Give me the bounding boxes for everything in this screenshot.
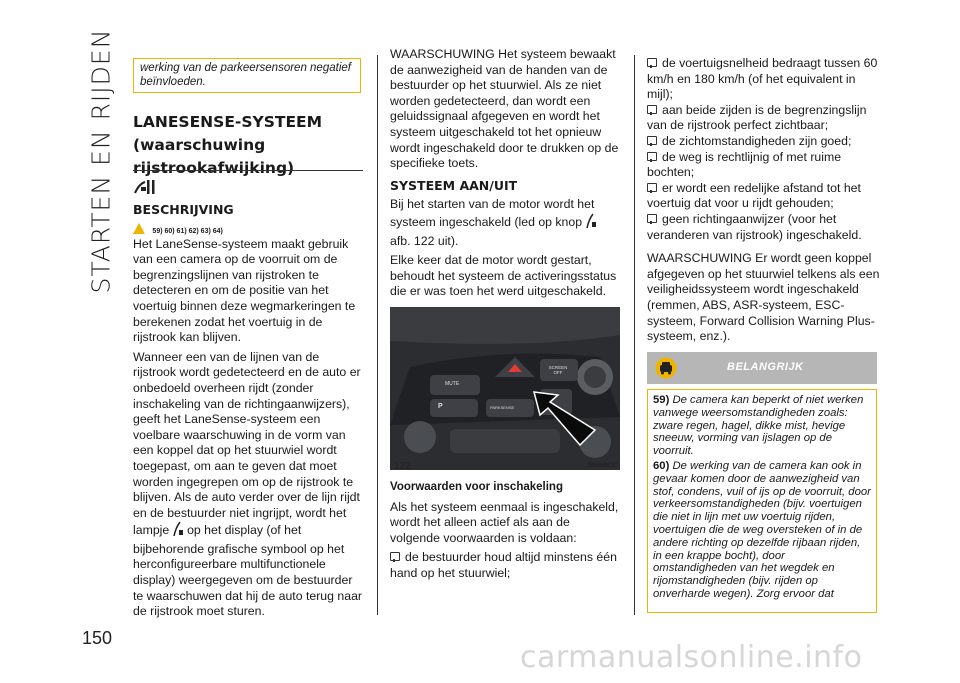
- chapter-title: STARTEN EN RIJDEN: [86, 28, 116, 293]
- paragraph-figure-ref: afb. 122 uit).: [390, 233, 459, 248]
- watermark: carmanualsonline.info: [520, 640, 863, 675]
- refs-row: [133, 222, 365, 234]
- warning-59: 59) De camera kan beperkt of niet werken vanwege weersomstandigheden zoals: zware regen, hagel, dikke mist, hevige sneeuw, vorming van ijslagen op de voorruit.: [653, 394, 864, 458]
- checkbox-bullet-icon: [647, 214, 657, 223]
- important-banner: [647, 352, 877, 384]
- warning-triangle-icon: [133, 223, 145, 234]
- column-3: [647, 56, 881, 349]
- checkbox-bullet-icon: [647, 183, 657, 192]
- paragraph-2: Wanneer een van de lijnen van de rijstrook wordt gedetecteerd en de auto er onbedoeld overheen rijdt (zonder inschakeling van de richtingaanwijzers), geeft het LaneSense-systeem een voelbare waarschuwing in de vorm van een koppel dat op het stuurwiel wordt toegepast, om aan te geven dat moet worden ingegrepen om op de rijstrook te blijven. Als de auto verder over de lijn rijdt en de bestuurder niet ingrijpt, wordt het lampje op het display (of het bijbehorende grafische symbool op het herconfigureerbare multifunctionele display) weergegeven om de bestuurder te waarschuwen dat hij de auto terug naar de rijstrook moet sturen.: [133, 349, 363, 619]
- condition-bullet-5: de weg is rechtlijnig of met ruime bochten;: [647, 149, 842, 180]
- page-number: 150: [82, 628, 113, 648]
- banner-label: BELANGRIJK: [727, 361, 804, 373]
- lane-warning-lamp-icon: [173, 521, 184, 542]
- warning-60: 60) De werking van de camera kan ook in gevaar komen door de aanwezigheid van stof, condens, vuil of ijs op de voorruit, door verkeersomstandigheden (bijv. voertuigen die niet in lijn met uw voertuig rijden, voertuigen die de weg oversteken of in de andere richting op dezelfde rijbaan rijden, in een krappe bocht), door omstandigheden van het wegdek en rijomstandigheden (bijv. rijden op onverharde wegen). Zorg ervoor dat: [653, 459, 871, 600]
- condition-bullet-1: de bestuurder houd altijd minstens één hand op het stuurwiel;: [390, 550, 617, 580]
- column-divider-2: [634, 55, 635, 615]
- note-box: werking van de parkeersensoren negatief beïnvloeden.: [133, 58, 361, 93]
- important-warnings-box: [647, 389, 877, 613]
- column-2-bottom: [390, 480, 622, 586]
- dashboard-photo: [390, 307, 620, 470]
- condition-bullet-4: de zichtomstandigheden zijn goed;: [647, 134, 881, 150]
- heading-line-1: LANESENSE-SYSTEEM: [133, 113, 323, 131]
- figure-number: 122: [394, 461, 411, 472]
- paragraph-on-off: Bij het starten van de motor wordt het systeem ingeschakeld (led op knop: [390, 197, 622, 233]
- condition-bullet-3: aan beide zijden is de begrenzingslijn van de rijstrook perfect zichtbaar;: [647, 102, 867, 133]
- column-2-top: [390, 47, 622, 304]
- warning-paragraph-2: WAARSCHUWING Er wordt geen koppel afgegeven op het stuurwiel telkens als een veiligheidssysteem wordt ingeschakeld (remmen, ABS, ASR-systeem, ESC-systeem, Forward Collision Warning Plus-systeem, enz.).: [647, 251, 880, 344]
- screen-off-button-label: SCREEN OFF: [548, 365, 568, 375]
- checkbox-bullet-icon: [647, 58, 657, 67]
- checkbox-bullet-icon: [647, 152, 657, 161]
- parksense-button-label: PARKSENSE: [490, 405, 515, 410]
- lane-sense-icon: [133, 178, 365, 198]
- heading-line-2: (waarschuwing: [133, 136, 266, 154]
- car-warning-icon: [655, 357, 677, 379]
- subheading-beschrijving: BESCHRIJVING: [133, 202, 234, 217]
- warning-references: 59) 60) 61) 62) 63) 64): [152, 227, 223, 235]
- heading-divider: [133, 170, 363, 171]
- condition-bullet-6: er wordt een redelijke afstand tot het voertuig dat voor u rijdt gehouden;: [647, 180, 861, 211]
- column-1: [133, 178, 365, 624]
- subheading-systeem-aan-uit: SYSTEEM AAN/UIT: [390, 177, 518, 193]
- mute-button-label: MUTE: [445, 381, 460, 387]
- figure-code: J0A0953C: [586, 462, 618, 469]
- figure-caption: Voorwaarden voor inschakeling: [390, 481, 563, 493]
- paragraph-1: Het LaneSense-systeem maakt gebruik van een camera op de voorruit om de begrenzingslijnen van rijstroken te detecteren en om de positie van het voertuig binnen deze wegmarkeringen te berekenen zodat het voertuig in de rijstrook kan blijven.: [133, 236, 356, 345]
- checkbox-bullet-icon: [390, 552, 400, 561]
- section-heading: [133, 113, 365, 182]
- condition-bullet-7: geen richtingaanwijzer (voor het veranderen van rijstrook) ingeschakeld.: [647, 211, 862, 242]
- paragraph-activation-state: Elke keer dat de motor wordt gestart, behoudt het systeem de activeringsstatus die er was toen het werd uitgeschakeld.: [390, 253, 617, 299]
- p-button-label: P: [438, 403, 443, 410]
- heading-line-3: rijstrookafwijking): [133, 159, 295, 177]
- paragraph-conditions-intro: Als het systeem eenmaal is ingeschakeld, wordt het alleen actief als aan de volgende voorwaarden is voldaan:: [390, 499, 619, 545]
- column-divider-1: [377, 55, 378, 615]
- lane-button-icon: [586, 213, 597, 234]
- checkbox-bullet-icon: [647, 105, 657, 114]
- condition-bullet-2: de voertuigsnelheid bedraagt tussen 60 km/h en 180 km/h (of het equivalent in mijl);: [647, 56, 878, 102]
- warning-paragraph-1: WAARSCHUWING Het systeem bewaakt de aanwezigheid van de handen van de bestuurder op het stuurwiel. Als ze niet worden gedetecteerd, dan wordt een geluidssignaal afgegeven en wordt het systeem uitgeschakeld tot het opnieuw wordt ingeschakeld door te drukken op de specifieke toets.: [390, 47, 619, 171]
- checkbox-bullet-icon: [647, 136, 657, 145]
